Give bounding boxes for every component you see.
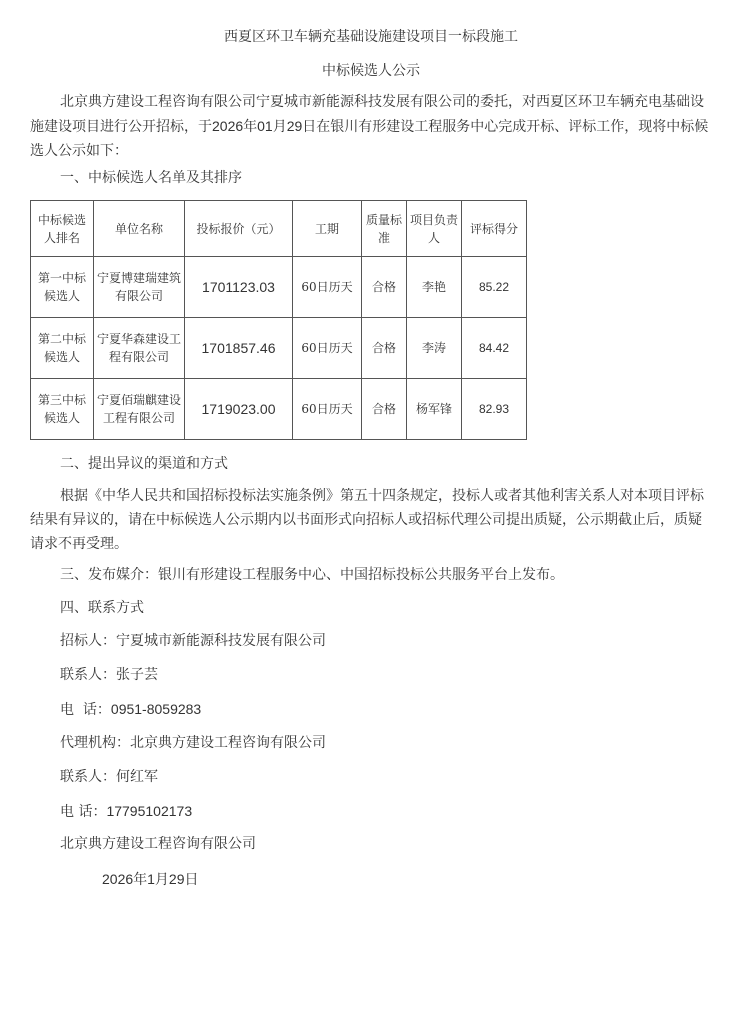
phone1-label: 电 话： <box>60 702 111 718</box>
cell-manager: 李涛 <box>407 318 462 379</box>
signature-org: 北京典方建设工程咨询有限公司 <box>60 836 256 852</box>
cell-company: 宁夏佰瑞麒建设工程有限公司 <box>94 379 185 440</box>
cell-period: 60日历天 <box>293 257 362 318</box>
contact1-value: 张子芸 <box>116 667 158 683</box>
phone2-value: 17795102173 <box>106 803 193 819</box>
cell-rank: 第二中标候选人 <box>31 318 94 379</box>
table-row <box>31 257 527 318</box>
cell-score: 84.42 <box>462 318 527 379</box>
cell-score: 82.93 <box>462 379 527 440</box>
cell-quality: 合格 <box>362 318 407 379</box>
table-row <box>31 318 527 379</box>
cell-price: 1719023.00 <box>185 379 293 440</box>
cell-period: 60日历天 <box>293 318 362 379</box>
table-header-row <box>31 201 527 257</box>
header-score: 评标得分 <box>462 201 527 257</box>
tenderer-line <box>60 631 326 651</box>
contact1-line <box>60 665 158 685</box>
cell-period: 60日历天 <box>293 379 362 440</box>
document-subtitle: 中标候选人公示 <box>322 63 420 79</box>
phone1-value: 0951-8059283 <box>110 701 202 717</box>
section1-heading: 一、中标候选人名单及其排序 <box>60 170 242 186</box>
header-manager: 项目负责人 <box>407 201 462 257</box>
tenderer-label: 招标人： <box>60 633 116 649</box>
section2-heading: 二、提出异议的渠道和方式 <box>60 456 228 472</box>
agency-value: 北京典方建设工程咨询有限公司 <box>130 735 326 751</box>
phone2-label: 电 话： <box>60 804 107 820</box>
intro-pre: 北京典方建设工程咨询有限公司宁夏城市新能源科技发展有限公司的委托，对西夏区环卫车辆充电基础设施建设项目进行公开招标，于 <box>30 94 704 135</box>
cell-price: 1701857.46 <box>185 318 293 379</box>
contact2-label: 联系人： <box>60 769 116 785</box>
header-quality: 质量标准 <box>362 201 407 257</box>
cell-rank: 第一中标候选人 <box>31 257 94 318</box>
contact2-line <box>60 767 158 787</box>
cell-manager: 李艳 <box>407 257 462 318</box>
document-title: 西夏区环卫车辆充基础设施建设项目一标段施工 <box>224 29 518 45</box>
phone2-line <box>60 801 192 822</box>
section3-line: 三、发布媒介：银川有形建设工程服务中心、中国招标投标公共服务平台上发布。 <box>60 567 564 583</box>
candidates-table <box>30 200 527 440</box>
table-row <box>31 379 527 440</box>
signature-date: 2026年1月29日 <box>102 871 199 887</box>
cell-company: 宁夏华森建设工程有限公司 <box>94 318 185 379</box>
cell-rank: 第三中标候选人 <box>31 379 94 440</box>
cell-price: 1701123.03 <box>185 257 293 318</box>
intro-paragraph <box>30 90 710 163</box>
tenderer-value: 宁夏城市新能源科技发展有限公司 <box>116 633 326 649</box>
cell-quality: 合格 <box>362 257 407 318</box>
contact2-value: 何红军 <box>116 769 158 785</box>
header-rank: 中标候选人排名 <box>31 201 94 257</box>
phone1-line <box>60 699 201 720</box>
header-company: 单位名称 <box>94 201 185 257</box>
contact1-label: 联系人： <box>60 667 116 683</box>
agency-label: 代理机构： <box>60 735 130 751</box>
intro-date: 2026年01月29日 <box>212 118 317 134</box>
cell-quality: 合格 <box>362 379 407 440</box>
intro-post: 在银川有形建设工程服务中心完成开标、评标工作，现将中标候选人公示如下： <box>30 119 709 159</box>
cell-manager: 杨军锋 <box>407 379 462 440</box>
section2-body: 根据《中华人民共和国招标投标法实施条例》第五十四条规定，投标人或者其他利害关系人对本项目评标结果有异议的，请在中标候选人公示期内以书面形式向招标人或招标代理公司提出质疑，公示期截止后，质疑请求不再受理。 <box>30 488 704 552</box>
cell-company: 宁夏博建瑞建筑有限公司 <box>94 257 185 318</box>
cell-score: 85.22 <box>462 257 527 318</box>
header-price: 投标报价（元） <box>185 201 293 257</box>
header-period: 工期 <box>293 201 362 257</box>
agency-line <box>60 733 326 753</box>
section4-heading: 四、联系方式 <box>60 600 144 616</box>
